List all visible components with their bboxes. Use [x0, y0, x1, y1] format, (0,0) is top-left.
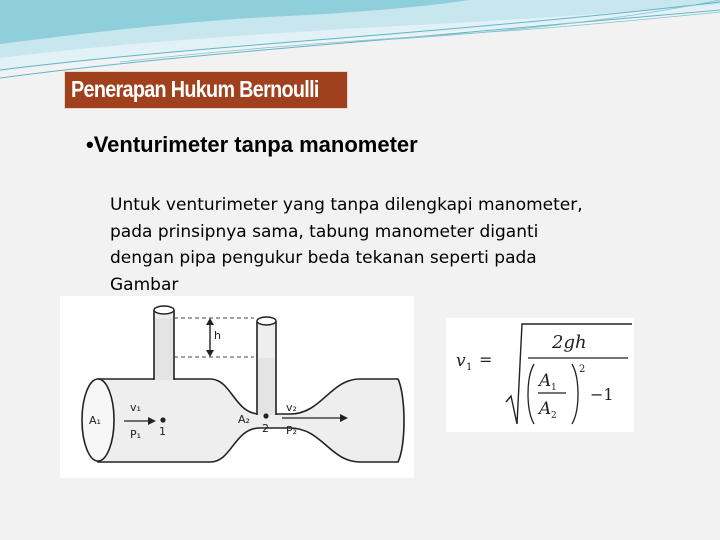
label-point-1: 1 [159, 425, 166, 438]
label-p1: P₁ [130, 428, 142, 441]
body-line-3: dengan pipa pengukur beda tekanan seperti pada [110, 248, 537, 268]
formula-v-subscript: 1 [466, 362, 473, 373]
body-line-4: Gambar [110, 274, 179, 295]
bullet-heading-line [86, 132, 418, 158]
formula-area-bottom: A [539, 399, 552, 419]
formula-v: v [456, 351, 466, 371]
slide-title: Penerapan Hukum Bernoulli [71, 76, 319, 102]
formula-area-bottom-subscript: 2 [551, 411, 557, 421]
formula-numerator: 2gh [552, 332, 587, 353]
point-1-marker [160, 417, 165, 422]
label-v2: v₂ [286, 401, 297, 414]
bullet-heading: Venturimeter tanpa manometer [93, 132, 418, 157]
slide-title-banner [64, 71, 348, 109]
formula-area-top: A [539, 371, 552, 391]
label-h: h [214, 329, 221, 342]
venturimeter-diagram [60, 296, 414, 478]
body-line-2: pada prinsipnya sama, tabung manometer diganti [110, 221, 539, 242]
label-v1: v₁ [130, 401, 141, 414]
label-a1: A₁ [89, 414, 101, 427]
point-2-marker [263, 413, 268, 418]
label-a2: A₂ [238, 413, 250, 426]
formula-area-top-subscript: 1 [551, 383, 557, 393]
bullet-symbol: • [86, 132, 94, 157]
formula-minus-one: −1 [590, 385, 614, 404]
formula-exponent: 2 [579, 364, 586, 375]
velocity-formula [446, 318, 634, 432]
body-line-1: Untuk venturimeter yang tanpa dilengkapi manometer, [110, 195, 583, 215]
formula-equals: = [479, 350, 493, 369]
label-p2: P₂ [286, 424, 298, 437]
label-point-2: 2 [262, 422, 269, 435]
body-paragraph [110, 192, 650, 298]
